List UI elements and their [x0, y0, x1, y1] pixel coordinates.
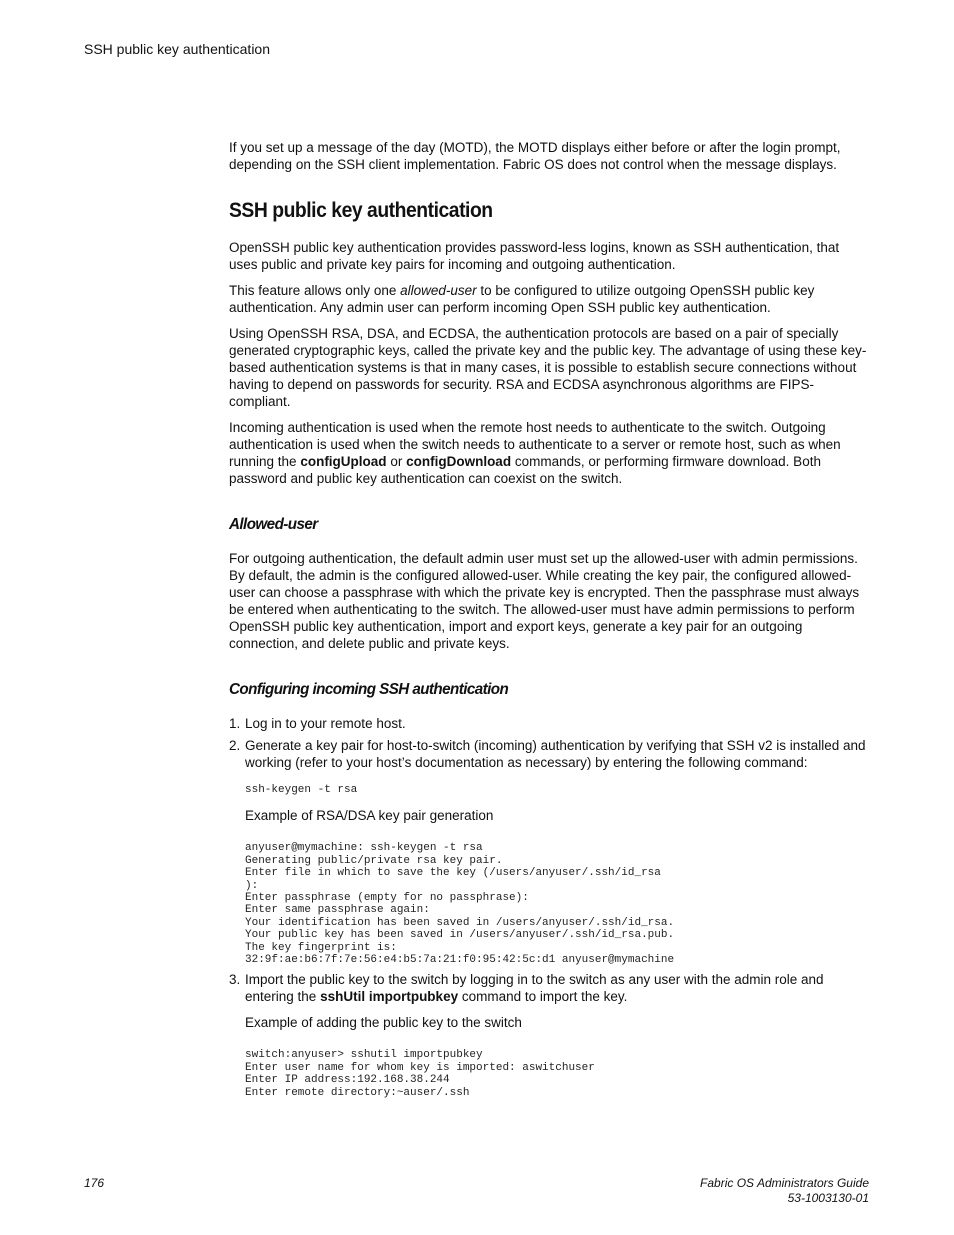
step-2-text: Generate a key pair for host-to-switch (incoming) authentication by verifying that SSH v2 is installed and working (refer to your host’s documentation as necessary) by entering the following command: [245, 738, 866, 770]
step-2-caption: Example of RSA/DSA key pair generation [245, 808, 494, 824]
p4-text-a: Incoming authentication is used when the remote host needs to authenticate to the switch. Outgoing authentication is used when the switch needs to authenticate to a server or remote host, such as when running the [229, 420, 841, 469]
step-1 [229, 715, 869, 732]
p4-command-download: configDownload [406, 454, 512, 469]
section-paragraph-1: OpenSSH public key authentication provides password-less logins, known as SSH authentication, that uses public and private key pairs for incoming and outgoing authentication. [229, 240, 840, 272]
step-3-command: sshUtil importpubkey [320, 989, 459, 1005]
p4-text-c: commands, or performing firmware download. Both password and public key authentication can coexist on the switch. [229, 454, 821, 486]
step-2-command: ssh-keygen -t rsa [245, 784, 358, 796]
step-3-caption: Example of adding the public key to the switch [245, 1015, 522, 1031]
step-3-text [245, 971, 869, 1005]
subheading-allowed-user: Allowed-user [229, 516, 318, 533]
p4-text-mid: or [386, 454, 407, 469]
p2-text-a: This feature allows only one [229, 283, 401, 298]
subheading-configuring-incoming: Configuring incoming SSH authentication [229, 681, 509, 698]
page-content [229, 139, 869, 1104]
page-number: 176 [84, 1176, 105, 1190]
guide-title: Fabric OS Administrators Guide [700, 1176, 869, 1190]
step-3-number: 3. [229, 972, 241, 988]
section-paragraph-4 [229, 419, 869, 487]
section-heading: SSH public key authentication [229, 199, 493, 222]
p2-text-b: to be configured to utilize outgoing OpenSSH public key authentication. Any admin user can perform incoming Open SSH public key authentication. [229, 283, 815, 315]
step-3 [229, 971, 869, 1099]
step-3-example: switch:anyuser> sshutil importpubkey Enter user name for whom key is imported: aswitchuser Enter IP address:192.168.38.244 Enter remote directory:~auser/.ssh [245, 1049, 595, 1099]
procedure-steps [229, 715, 869, 1099]
doc-number: 53-1003130-01 [787, 1191, 869, 1205]
step-3-text-c: command to import the key. [458, 989, 628, 1005]
step-3-text-a: Import the public key to the switch by logging in to the switch as any user with the admin role and entering the [245, 972, 824, 1005]
section-paragraph-2 [229, 282, 869, 316]
running-header: SSH public key authentication [84, 41, 270, 57]
allowed-user-paragraph: For outgoing authentication, the default admin user must set up the allowed-user with admin permissions. By default, the admin is the configured allowed-user. While creating the key pair, the configured allowed-user can choose a passphrase with which the private key is encrypted. Then the passphrase must always be entered when authenticating to the switch. The allowed-user must have admin permissions to perform OpenSSH public key authentication, import and export keys, generate a key pair for an outgoing connection, and delete public and private keys. [229, 551, 860, 651]
footer-doc-info [700, 1176, 869, 1206]
p4-command-upload: configUpload [300, 454, 387, 469]
step-1-text: Log in to your remote host. [245, 716, 406, 731]
section-paragraph-3: Using OpenSSH RSA, DSA, and ECDSA, the authentication protocols are based on a pair of specially generated cryptographic keys, called the private key and the public key. The advantage of using these key-based authentication systems is that in many cases, it is possible to establish secure connections without having to depend on passwords for security. RSA and ECDSA asynchronous algorithms are FIPS-compliant. [229, 326, 867, 409]
step-2-number: 2. [229, 738, 241, 753]
step-2 [229, 737, 869, 966]
p2-emphasis: allowed-user [400, 283, 477, 298]
step-2-example: anyuser@mymachine: ssh-keygen -t rsa Generating public/private rsa key pair. Enter file in which to save the key (/users/anyuser/.ssh/id_rsa ): Enter passphrase (empty for no passphrase): Enter same passphrase again: Your identification has been saved in /users/anyuser/.ssh/id_rsa. Your public key has been saved in /users/anyuser/.ssh/id_rsa.pub. The key fingerprint is: 32:9f:ae:b6:7f:7e:56:e4:b5:7a:21:f0:95:42:5c:d1 anyuser@mymachine [245, 842, 675, 967]
motd-paragraph: If you set up a message of the day (MOTD), the MOTD displays either before or after the login prompt, depending on the SSH client implementation. Fabric OS does not control when the message displays. [229, 140, 841, 172]
step-1-number: 1. [229, 716, 241, 731]
